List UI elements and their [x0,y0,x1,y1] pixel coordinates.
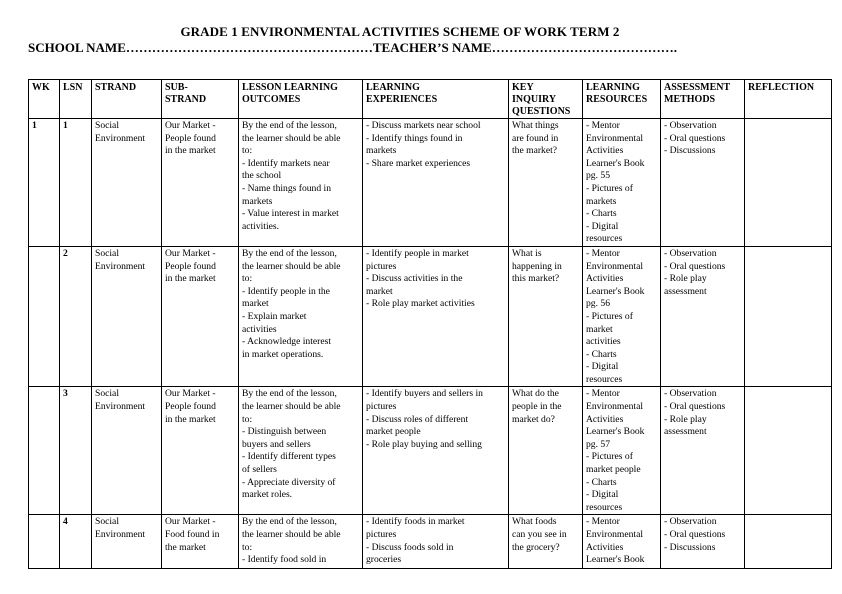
cell-resources: - Mentor Environmental Activities Learner's Book pg. 55 - Pictures of markets - Charts - Digital resources [583,119,661,247]
scheme-of-work-table [28,79,832,569]
cell-inquiry: What do the people in the market do? [509,387,583,515]
school-teacher-line: SCHOOL NAME…………………………………………………TEACHER’S NAME……………………………………. [28,40,677,55]
header-row [29,80,832,119]
cell-experiences: - Identify people in market pictures - Discuss activities in the market - Role play market activities [363,246,509,387]
header-wk: WK [29,80,60,119]
cell-resources: - Mentor Environmental Activities Learner's Book [583,515,661,569]
header-sub-strand: SUB- STRAND [162,80,239,119]
cell-sub-strand: Our Market - People found in the market [162,119,239,247]
header-resources: LEARNING RESOURCES [583,80,661,119]
cell-wk [29,515,60,569]
document-title: GRADE 1 ENVIRONMENTAL ACTIVITIES SCHEME OF WORK TERM 2 [180,24,620,39]
cell-lsn: 1 [60,119,92,247]
cell-outcomes: By the end of the lesson, the learner should be able to: - Identify people in the market - Explain market activities - Acknowledge interest in market operations. [239,246,363,387]
table-row [29,387,832,515]
cell-strand: Social Environment [92,246,162,387]
cell-experiences: - Identify buyers and sellers in pictures - Discuss roles of different market people - Role play buying and selling [363,387,509,515]
cell-outcomes: By the end of the lesson, the learner should be able to: - Identify markets near the school - Name things found in markets - Value interest in market activities. [239,119,363,247]
cell-outcomes: By the end of the lesson, the learner should be able to: - Distinguish between buyers and sellers - Identify different types of sellers - Appreciate diversity of market roles. [239,387,363,515]
cell-resources: - Mentor Environmental Activities Learner's Book pg. 56 - Pictures of market activities - Charts - Digital resources [583,246,661,387]
header-lsn: LSN [60,80,92,119]
cell-inquiry: What foods can you see in the grocery? [509,515,583,569]
cell-strand: Social Environment [92,387,162,515]
header-reflection: REFLECTION [745,80,832,119]
cell-strand: Social Environment [92,119,162,247]
cell-sub-strand: Our Market - People found in the market [162,387,239,515]
cell-inquiry: What is happening in this market? [509,246,583,387]
header-experiences: LEARNING EXPERIENCES [363,80,509,119]
cell-lsn: 4 [60,515,92,569]
cell-inquiry: What things are found in the market? [509,119,583,247]
cell-assessment: - Observation - Oral questions - Discussions [661,119,745,247]
table-row [29,515,832,569]
cell-resources: - Mentor Environmental Activities Learner's Book pg. 57 - Pictures of market people - Charts - Digital resources [583,387,661,515]
cell-lsn: 3 [60,387,92,515]
cell-sub-strand: Our Market - Food found in the market [162,515,239,569]
cell-reflection [745,119,832,247]
table-row [29,119,832,247]
header-outcomes: LESSON LEARNING OUTCOMES [239,80,363,119]
cell-experiences: - Discuss markets near school - Identify things found in markets - Share market experiences [363,119,509,247]
header-strand: STRAND [92,80,162,119]
header-assessment: ASSESSMENT METHODS [661,80,745,119]
header-inquiry: KEY INQUIRY QUESTIONS [509,80,583,119]
cell-sub-strand: Our Market - People found in the market [162,246,239,387]
cell-wk [29,246,60,387]
table-row [29,246,832,387]
cell-reflection [745,246,832,387]
cell-wk: 1 [29,119,60,247]
cell-assessment: - Observation - Oral questions - Role play assessment [661,246,745,387]
cell-wk [29,387,60,515]
cell-assessment: - Observation - Oral questions - Discussions [661,515,745,569]
cell-reflection [745,387,832,515]
cell-assessment: - Observation - Oral questions - Role play assessment [661,387,745,515]
cell-reflection [745,515,832,569]
cell-outcomes: By the end of the lesson, the learner should be able to: - Identify food sold in [239,515,363,569]
cell-experiences: - Identify foods in market pictures - Discuss foods sold in groceries [363,515,509,569]
cell-strand: Social Environment [92,515,162,569]
cell-lsn: 2 [60,246,92,387]
